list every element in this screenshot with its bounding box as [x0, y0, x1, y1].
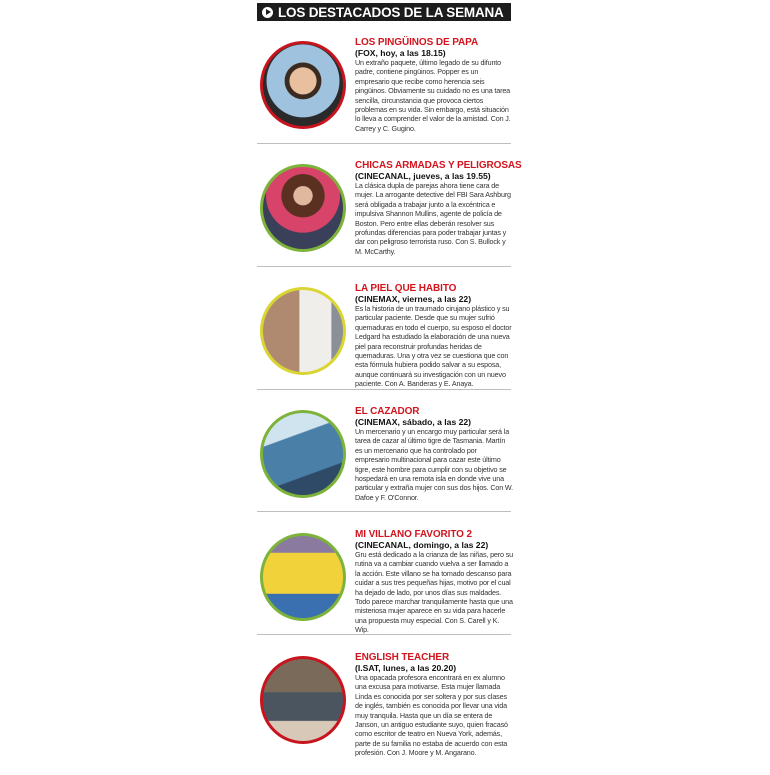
movie-schedule: (I.SAT, lunes, a las 20.20)	[355, 663, 457, 673]
movie-schedule: (FOX, hoy, a las 18.15)	[355, 48, 446, 58]
movie-schedule: (CINECANAL, domingo, a las 22)	[355, 540, 489, 550]
movie-synopsis: Es la historia de un traumado cirujano plástico y su particular paciente. Desde que su mujer sufrió quemaduras en todo el cuerpo, su esposo el doctor Ledgard ha estudiado la elaboración de una nueva piel para reconstruir profundas heridas de quemaduras. Una y otra vez se cuestiona que con esta fórmula hubiera podido salvar a su esposa, aunque continuará su investigación con un nuevo paciente. Con A. Banderas y E. Anaya.	[355, 304, 512, 389]
movie-synopsis: Un extraño paquete, último legado de su difunto padre, contiene pingüinos. Popper es un empresario que recibe como herencia seis pingüinos. Obviamente su cuidado no es una tarea sencilla, circunstancia que provoca ciertos problemas en su vida. Sin embargo, está situación lo lleva a comprender el valor de la amistad. Con J. Carrey y C. Gugino.	[355, 58, 511, 133]
section-header	[257, 3, 511, 21]
movie-photo	[260, 164, 346, 252]
movie-title: EL CAZADOR	[355, 406, 420, 417]
movie-synopsis: La clásica dupla de parejas ahora tiene cara de mujer. La arrogante detective del FBI Sara Ashburg será obligada a trabajar junto a la excéntrica e impulsiva Shannon Mullins, agente de policía de Boston. Pero entre ellas deberán resolver sus profundas diferencias para poder trabajar juntas y dar con peligroso terrorista ruso. Con S. Bullock y M. McCarthy.	[355, 181, 511, 256]
movie-photo	[260, 41, 346, 129]
movie-title: CHICAS ARMADAS Y PELIGROSAS	[355, 160, 522, 171]
movie-schedule: (CINECANAL, jueves, a las 19.55)	[355, 171, 491, 181]
movie-entry	[257, 160, 522, 283]
movie-title: LA PIEL QUE HABITO	[355, 283, 457, 294]
movie-photo	[260, 410, 346, 498]
play-circle-icon	[262, 7, 273, 18]
movie-title: MI VILLANO FAVORITO 2	[355, 529, 472, 540]
divider	[257, 143, 511, 144]
movie-title: LOS PINGÜINOS DE PAPA	[355, 37, 479, 48]
movie-entry	[257, 652, 513, 775]
movie-schedule: (CINEMAX, viernes, a las 22)	[355, 294, 472, 304]
movie-synopsis: Un mercenario y un encargo muy particular será la tarea de cazar al último tigre de Tasmania. Martín es un mercenario que ha controlado por empresario multinacional para cazar este último tigre, este hombre para cumplir con su objetivo se hospedará en una remota isla en donde vive una particular y extraña mujer con sus dos hijos. Con W. Dafoe y F. O'Connor.	[355, 427, 513, 502]
movie-entry	[257, 283, 513, 406]
movie-entry	[257, 37, 513, 160]
divider	[257, 511, 511, 512]
divider	[257, 389, 511, 390]
movie-photo	[260, 656, 346, 744]
movie-schedule: (CINEMAX, sábado, a las 22)	[355, 417, 472, 427]
divider	[257, 266, 511, 267]
movie-photo	[260, 533, 346, 621]
movie-photo	[260, 287, 346, 375]
section-title: LOS DESTACADOS DE LA SEMANA	[278, 4, 504, 20]
divider	[257, 634, 511, 635]
movie-synopsis: Gru está dedicado a la crianza de las niñas, pero su rutina va a cambiar cuando vuelva a ser llamado a la acción. Este villano se ha tomado descanso para cuidar a sus tres pequeñas hijas, motivo por el cual ha dejado de lado, por unos días sus maldades. Todo parece marchar tranquilamente hasta que una misteriosa mujer aparece en su vida para hacerle una propuesta muy especial. Con S. Carell y K. Wip.	[355, 550, 514, 635]
movie-synopsis: Una opacada profesora encontrará en ex alumno una excusa para motivarse. Esta mujer llamada Linda es conocida por ser soltera y por sus clases de inglés, también es conocida por llevar una vida muy tranquila. Hasta que un día se entera de Janson, un antiguo estudiante suyo, quien fracasó como escritor de teatro en Nueva York, además, parte de su familia no estaba de acuerdo con esta profesión. Con J. Moore y M. Angarano.	[355, 673, 508, 758]
movie-title: ENGLISH TEACHER	[355, 652, 450, 663]
